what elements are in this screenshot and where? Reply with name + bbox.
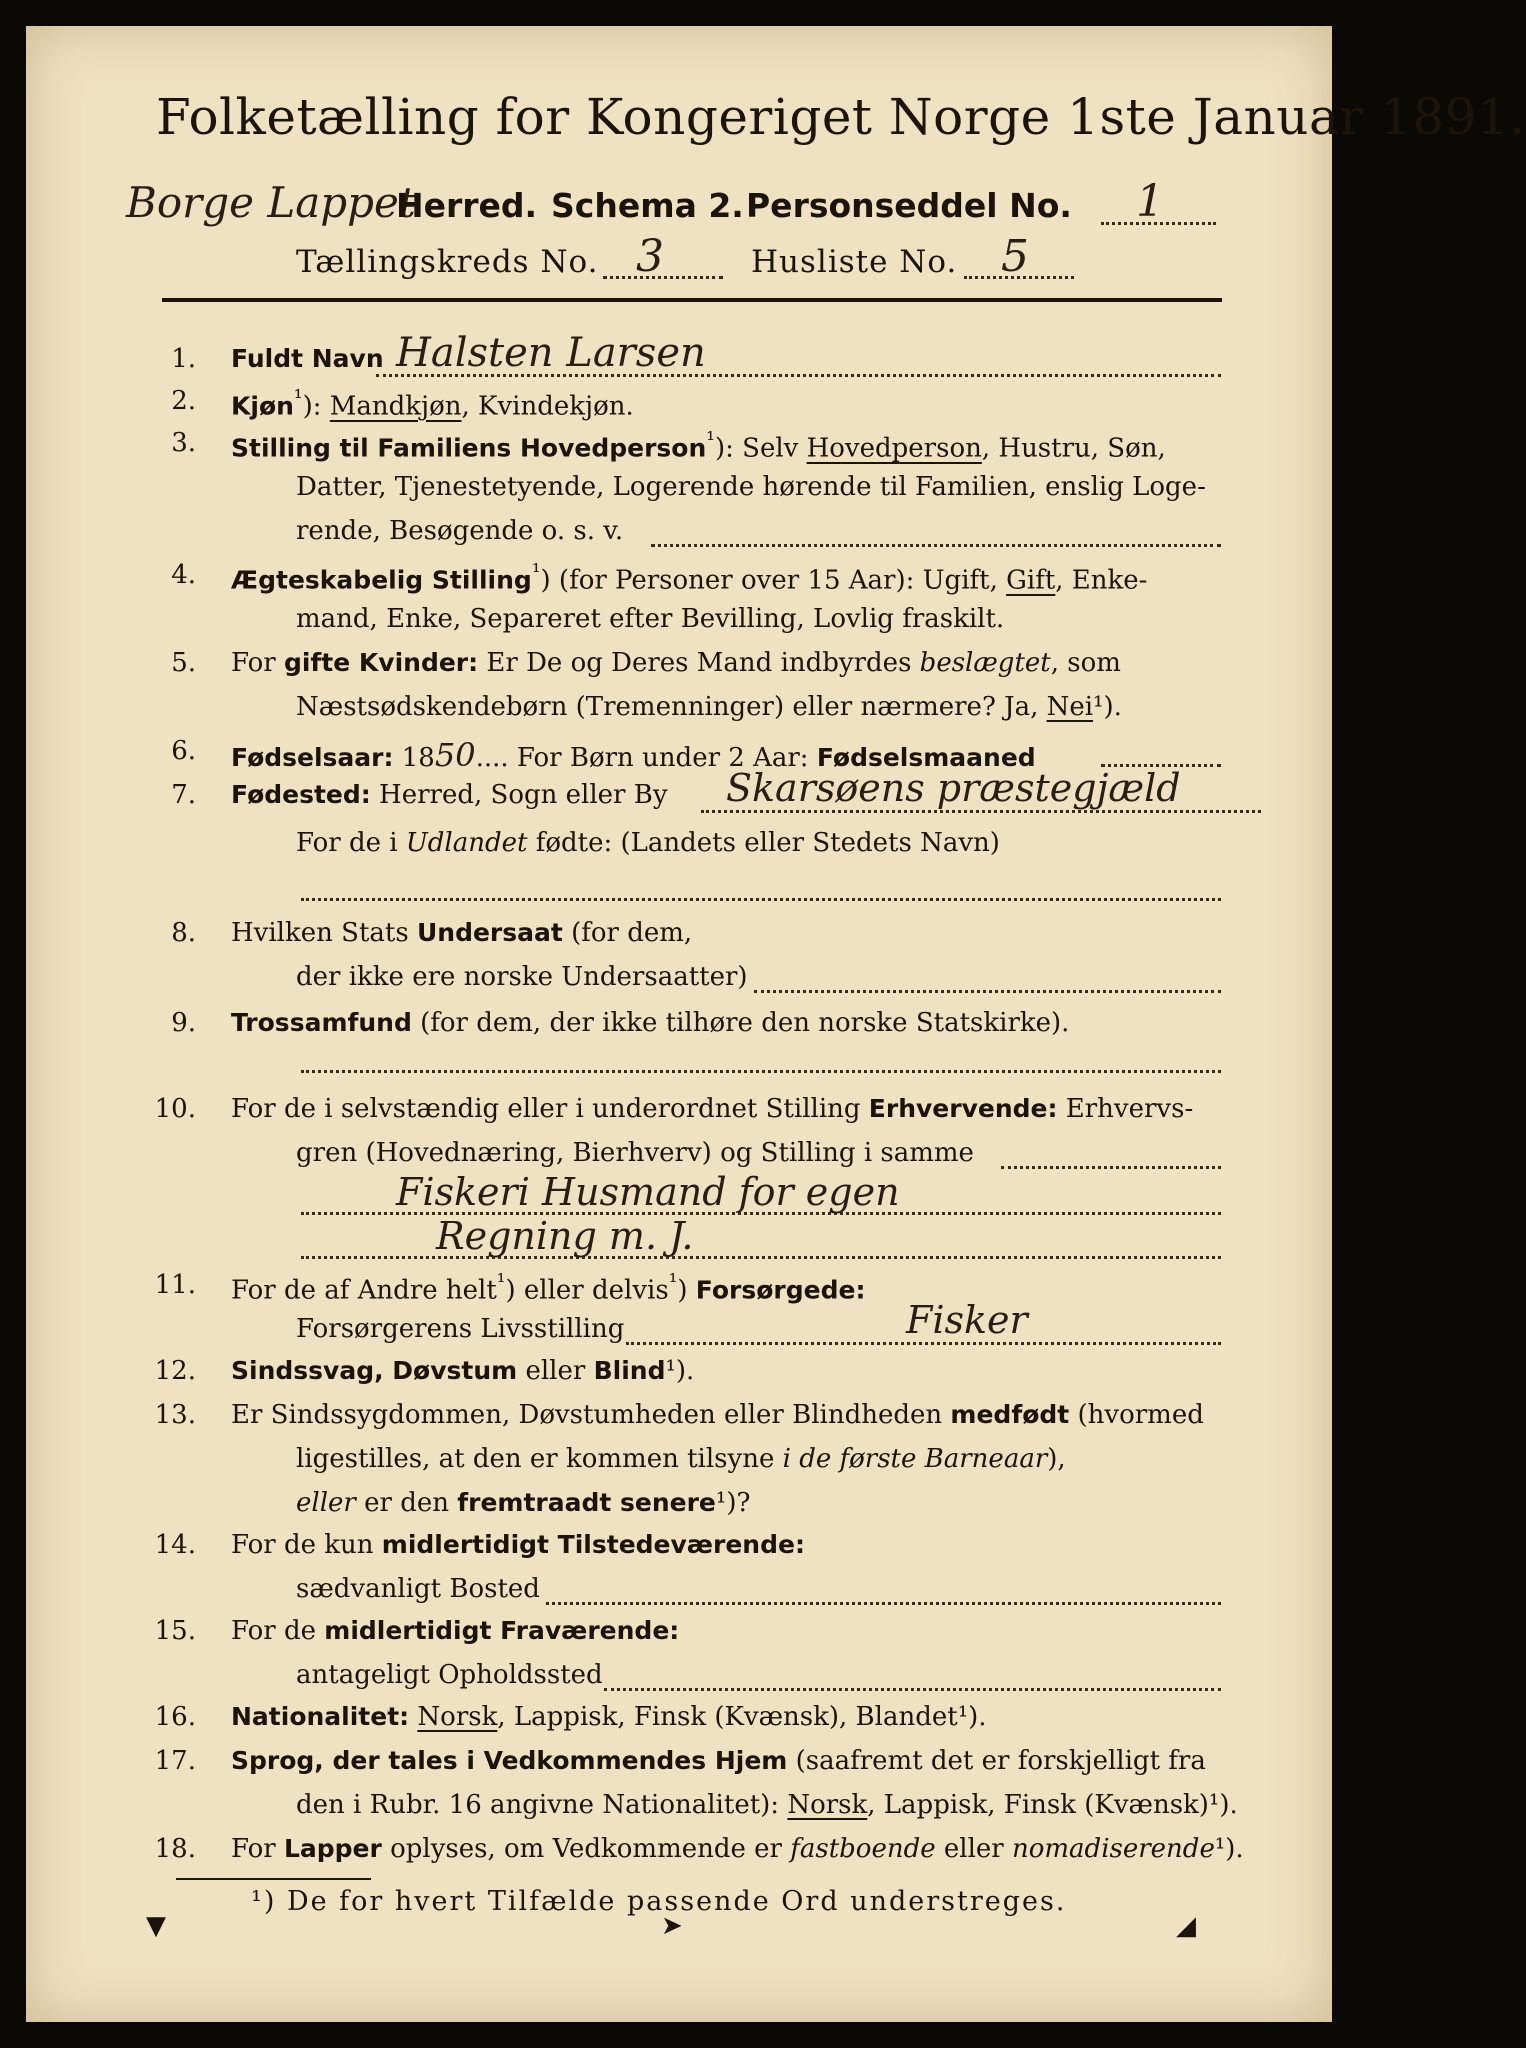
footnote: ¹) De for hvert Tilfælde passende Ord understreges.: [251, 1886, 1067, 1917]
q14-number: 14.: [154, 1530, 196, 1560]
q18-line1b: fastboende: [790, 1834, 936, 1864]
q13-label2: fremtraadt senere: [457, 1488, 716, 1517]
q10-label: Erhvervende:: [868, 1094, 1058, 1123]
q18-pre: For: [231, 1834, 284, 1864]
q18-line1a: oplyses, om Vedkommende er: [381, 1834, 791, 1864]
q14-line2: sædvanligt Bosted: [296, 1574, 540, 1604]
q16-number: 16.: [154, 1702, 196, 1732]
q2-sup: ¹: [293, 386, 303, 411]
q4-line1c: , Enke-: [1055, 565, 1148, 596]
q2-number: 2.: [171, 386, 196, 416]
q3-line1a: ): Selv: [714, 433, 807, 464]
q12-tail: ¹).: [665, 1356, 695, 1386]
q10-dots-1: [1001, 1166, 1221, 1169]
herred-value: Borge Lappet: [126, 178, 416, 227]
q12-mid: eller: [517, 1356, 594, 1386]
herred-label: Herred.: [396, 186, 538, 225]
q7-line2b: Udlandet: [405, 828, 528, 858]
q13-line3c: ¹)?: [715, 1488, 751, 1518]
q1-name-value: Halsten Larsen: [396, 330, 706, 376]
form-title: Folketælling for Kongeriget Norge 1ste Januar 1891.: [156, 88, 1526, 146]
q13-number: 13.: [154, 1400, 196, 1430]
q9-line1: (for dem, der ikke tilhøre den norske Statskirke).: [411, 1008, 1070, 1038]
q15-pre: For de: [231, 1616, 325, 1646]
q18-line1e: ¹).: [1214, 1834, 1244, 1864]
q15-dots: [604, 1688, 1221, 1691]
q11-provider-value: Fisker: [906, 1298, 1028, 1342]
q13-line2a: ligestilles, at den er kommen tilsyne: [296, 1444, 783, 1474]
q17-line2a: den i Rubr. 16 angivne Nationalitet):: [296, 1790, 788, 1820]
q7-dots-2: [301, 898, 1221, 901]
q7-line2c: fødte: (Landets eller Stedets Navn): [527, 828, 1000, 858]
q3-line1c: , Hustru, Søn,: [981, 433, 1166, 464]
personseddel-value: 1: [1136, 176, 1164, 227]
q6-year-value: 50: [434, 736, 476, 774]
q16-label: Nationalitet:: [231, 1702, 410, 1731]
q2-option-kvindekjon: , Kvindekjøn.: [461, 391, 634, 422]
q17-number: 17.: [154, 1746, 196, 1776]
q4-sup: ¹: [531, 560, 541, 585]
q13-line2c: ),: [1047, 1444, 1066, 1474]
q10-line2: gren (Hovednæring, Bierhverv) og Stilling i samme: [296, 1138, 974, 1168]
q5-line1b: beslægtet: [919, 648, 1051, 678]
q17-line2c: , Lappisk, Finsk (Kvænsk)¹).: [867, 1790, 1238, 1820]
q9-label: Trossamfund: [231, 1008, 412, 1037]
q5-number: 5.: [171, 648, 196, 678]
q8-line1b: (for dem,: [562, 918, 693, 948]
q6-label2: Fødselsmaaned: [816, 743, 1036, 772]
q15-line2: antageligt Opholdssted: [296, 1660, 603, 1690]
q8-line2: der ikke ere norske Undersaatter): [296, 962, 748, 992]
q13-line1b: (hvormed: [1069, 1400, 1204, 1430]
q11-sup2: ¹: [668, 1270, 678, 1295]
q12-label2: Blind: [593, 1356, 666, 1385]
q4-number: 4.: [171, 560, 196, 590]
taellingskreds-label: Tællingskreds No.: [296, 244, 599, 280]
q6-number: 6.: [171, 736, 196, 766]
q5-label: gifte Kvinder:: [283, 648, 479, 677]
q5-line1c: , som: [1050, 648, 1121, 678]
q7-number: 7.: [171, 780, 196, 810]
q8-label: Undersaat: [416, 918, 563, 947]
q6-mid: For Børn under 2 Aar:: [516, 743, 817, 773]
q4-label: Ægteskabelig Stilling: [231, 565, 532, 595]
q17-option-norsk: Norsk: [787, 1790, 868, 1820]
q9-number: 9.: [171, 1008, 196, 1038]
q1-label: Fuldt Navn: [231, 344, 384, 373]
q13-line3b: er den: [355, 1488, 458, 1518]
q11-line1c: ): [677, 1275, 696, 1306]
q11-label: Forsørgede:: [695, 1275, 866, 1305]
q11-line1b: ) eller delvis: [505, 1275, 669, 1306]
q18-label: Lapper: [283, 1834, 382, 1863]
q18-number: 18.: [154, 1834, 196, 1864]
q17-label: Sprog, der tales i Vedkommendes Hjem: [231, 1746, 788, 1775]
q6-label: Fødselsaar:: [231, 743, 394, 772]
q10-occupation-value-2: Regning m. J.: [436, 1214, 694, 1258]
q15-number: 15.: [154, 1616, 196, 1646]
q13-line1a: Er Sindssygdommen, Døvstumheden eller Blindheden: [231, 1400, 951, 1430]
arrow-mark-icon: ➤: [661, 1911, 683, 1941]
q14-label: midlertidigt Tilstedeværende:: [381, 1530, 805, 1559]
q18-line1c: eller: [935, 1834, 1012, 1864]
q3-dots: [651, 544, 1221, 547]
schema-label: Schema 2.: [551, 186, 744, 225]
q10-line1b: Erhvervs-: [1057, 1094, 1194, 1124]
q6-year-prefix: 18: [401, 743, 435, 773]
q10-number: 10.: [154, 1094, 196, 1124]
q16-option-norsk: Norsk: [417, 1702, 498, 1732]
q7-label: Fødested:: [231, 780, 371, 809]
q2-option-mandkjon: Mandkjøn: [329, 391, 462, 422]
q5-line2c: ¹).: [1093, 692, 1122, 722]
q4-line2: mand, Enke, Separeret efter Bevilling, Lovlig fraskilt.: [296, 604, 1005, 634]
q17-line1: (saafremt det er forskjelligt fra: [787, 1746, 1206, 1776]
q2-label: Kjøn: [231, 391, 294, 421]
q15-label: midlertidigt Fraværende:: [324, 1616, 680, 1645]
q8-number: 8.: [171, 918, 196, 948]
q14-pre: For de kun: [231, 1530, 382, 1560]
census-form-page: Folketælling for Kongeriget Norge 1ste Januar 1891. Borge Lappet Herred. Schema 2. Personseddel No. 1 Tællingskreds No. 3 Husliste No. 5 1. Fuldt Navn Halsten Larsen 2. Kjøn$^{^1}$): Mandkjøn, Kvindekjøn. 3. Stilling til Familiens Hovedperson$^{^1}$): Selv Hovedperson, Hustru, Søn, Datter, Tjenestetyende, Logerende hørende til Familien, enslig Loge- rende, Besøgende o. s. v. 4. Ægteskabelig Stilling$^{^1}$) (for Personer over 15 Aar): Ugift, Gift, Enke- mand, Enke, Separeret efter Bevilling, Lovlig fraskilt. 5. For gifte Kvinder: Er De og Deres Mand indbyrdes beslægtet, som Næstsødskendebørn (Tremenninger) eller nærmere? Ja, Nei¹). 6. Fødselsaar: 1850.... For Børn under 2 Aar: Fødselsmaaned 7. Fødested: Herred, Sogn eller By Skarsøens præstegjæld For de i Udlandet fødte: (Landets eller Stedets Navn) 8. Hvilken Stats Undersaat (for dem, der ikke ere norske Undersaatter) 9. Trossamfund (for dem, der ikke tilhøre den norske Statskirke). 10. For de i selvstændig eller i underordnet Stilling Erhvervende: Erhvervs- gren (Hovednæring, Bierhverv) og Stilling i samme Fiskeri Husmand for egen Regning m. J. 11. For de af Andre helt$^{^1}$) eller delvis$^{^1}$) Forsørgede: Forsørgerens Livsstilling Fisker 12. Sindssvag, Døvstum eller Blind¹). 13. Er Sindssygdommen, Døvstumheden eller Blindheden medfødt (hvormed ligestilles, at den er kommen tilsyne i de første Barneaar), eller er den fremtraadt senere¹)? 14. For de kun midlertidigt Tilstedeværende: sædvanligt Bosted 15. For de midlertidigt Fraværende: antageligt Opholdssted 16. Nationalitet: Norsk, Lappisk, Finsk (Kvænsk), Blandet¹). 17. Sprog, der tales i Vedkommendes Hjem (saafremt det er forskjelligt fra den i Rubr. 16 angivne Nationalitet): Norsk, Lappisk, Finsk (Kvænsk)¹). 18. For Lapper oplyses, om Vedkommende er fastboende eller nomadiserende¹). ¹) De for hvert Tilfælde passende Ord understreges. ▼ ➤ ◢: [26, 26, 1332, 2022]
q8-line1a: Hvilken Stats: [231, 918, 417, 948]
q3-line3: rende, Besøgende o. s. v.: [296, 516, 624, 546]
q11-dots: [626, 1342, 1221, 1345]
q10-occupation-value-1: Fiskeri Husmand for egen: [396, 1170, 900, 1214]
footnote-rule: [176, 1878, 371, 1880]
q2-rest: ):: [302, 391, 330, 422]
personseddel-label: Personseddel No.: [746, 186, 1072, 225]
q3-option-hovedperson: Hovedperson: [806, 433, 982, 464]
q11-number: 11.: [154, 1270, 196, 1300]
q4-option-gift: Gift: [1006, 565, 1056, 596]
q18-line1d: nomadiserende: [1012, 1834, 1215, 1864]
q5-line2a: Næstsødskendebørn (Tremenninger) eller nærmere? Ja,: [296, 692, 1047, 722]
q4-line1a: ) (for Personer over 15 Aar): Ugift,: [540, 565, 1007, 596]
q11-sup1: ¹: [496, 1270, 506, 1295]
q3-number: 3.: [171, 428, 196, 458]
q5-pre: For: [231, 648, 284, 678]
q5-line1a: Er De og Deres Mand indbyrdes: [478, 648, 920, 678]
arrow-mark-icon: ▼: [146, 1911, 166, 1941]
q12-label: Sindssvag, Døvstum: [231, 1356, 518, 1385]
q13-label: medfødt: [950, 1400, 1070, 1429]
q8-dots: [754, 990, 1221, 993]
q1-number: 1.: [171, 344, 196, 374]
q3-sup: ¹: [706, 428, 715, 453]
husliste-value: 5: [1001, 231, 1029, 282]
q3-line2: Datter, Tjenestetyende, Logerende hørende til Familien, enslig Loge-: [296, 472, 1206, 502]
header-rule: [162, 298, 1222, 302]
q14-dots: [546, 1602, 1221, 1605]
husliste-label: Husliste No.: [751, 244, 958, 280]
q13-line2b: i de første Barneaar: [782, 1444, 1048, 1474]
q9-dots: [301, 1070, 1221, 1073]
q3-label: Stilling til Familiens Hovedperson: [231, 433, 707, 463]
q11-line2: Forsørgerens Livsstilling: [296, 1314, 625, 1344]
q13-line3a: eller: [296, 1488, 356, 1518]
q12-number: 12.: [154, 1356, 196, 1386]
q7-line1: Herred, Sogn eller By: [370, 780, 668, 810]
q16-rest: , Lappisk, Finsk (Kvænsk), Blandet¹).: [497, 1702, 987, 1732]
q10-line1a: For de i selvstændig eller i underordnet Stilling: [231, 1094, 869, 1124]
q5-option-nei: Nei: [1046, 692, 1094, 722]
arrow-mark-icon: ◢: [1176, 1911, 1196, 1941]
q7-birthplace-value: Skarsøens præstegjæld: [726, 766, 1181, 810]
q7-line2a: For de i: [296, 828, 406, 858]
q11-line1a: For de af Andre helt: [231, 1275, 497, 1306]
q7-dots: [701, 810, 1261, 813]
taellingskreds-value: 3: [636, 231, 664, 282]
